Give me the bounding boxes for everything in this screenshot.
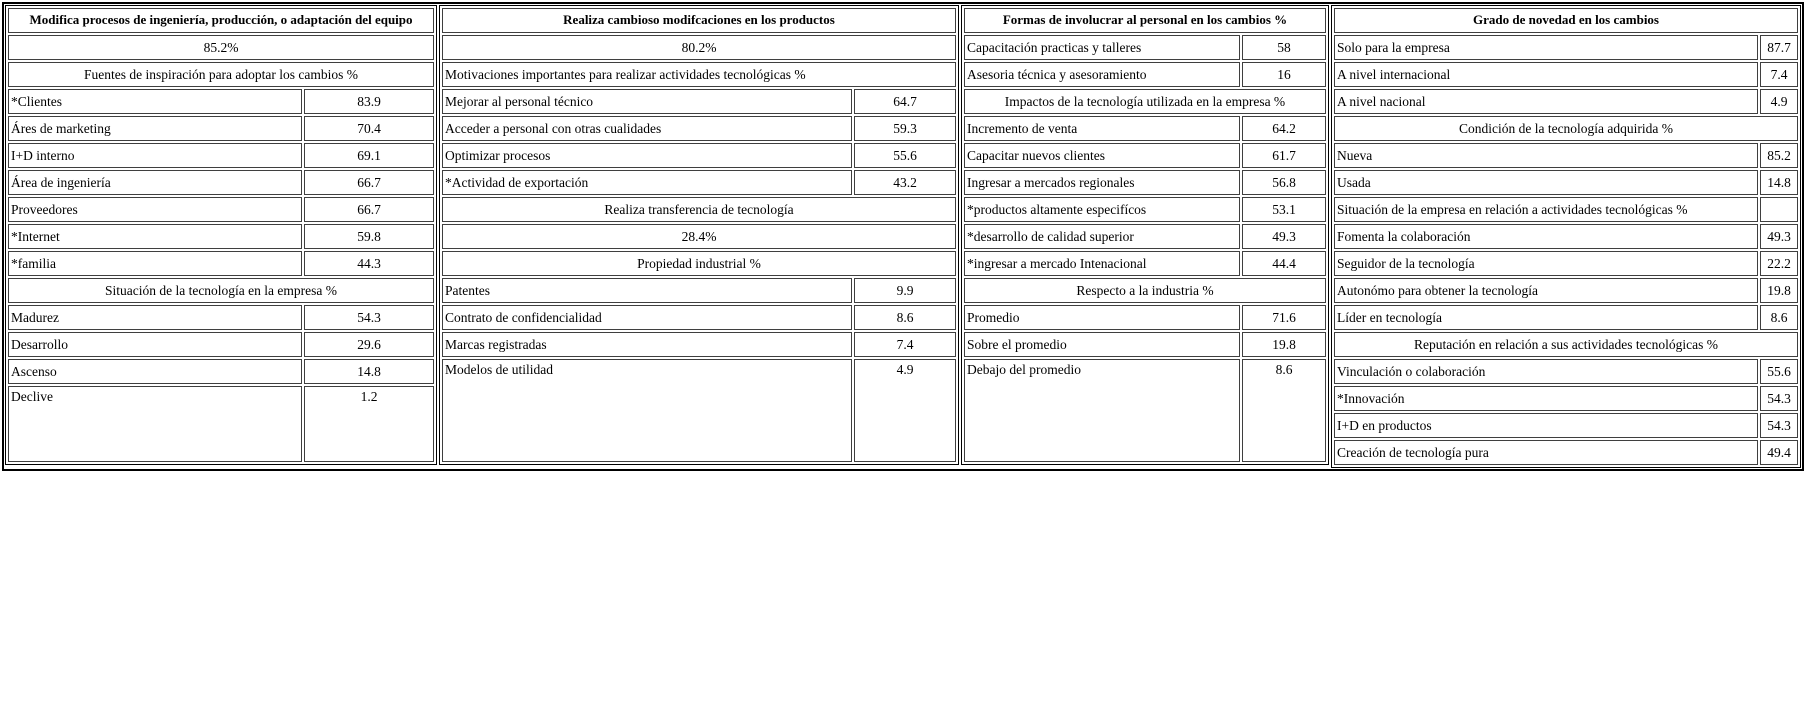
table-row: [8, 170, 434, 195]
row-value: 54.3: [1760, 413, 1798, 438]
technology-survey-table: [2, 2, 1804, 471]
group-title: Realiza cambioso modifcaciones en los productos: [442, 8, 956, 33]
table-row: [8, 332, 434, 357]
table-row: [1334, 143, 1798, 168]
table-row: [442, 116, 956, 141]
row-value: 49.4: [1760, 440, 1798, 465]
section-header: 85.2%: [8, 35, 434, 60]
table-row: [442, 224, 956, 249]
group-title: Grado de novedad en los cambios: [1334, 8, 1798, 33]
table-row: [8, 35, 434, 60]
row-value: 64.2: [1242, 116, 1326, 141]
row-value: 19.8: [1242, 332, 1326, 357]
table-row: [1334, 170, 1798, 195]
table-row: [1334, 359, 1798, 384]
table-row: [1334, 251, 1798, 276]
table-row: [8, 251, 434, 276]
group-header-row: [8, 8, 434, 33]
table-row: [1334, 413, 1798, 438]
row-value: 59.8: [304, 224, 434, 249]
table-row: [964, 35, 1326, 60]
group-header-row: [964, 8, 1326, 33]
table-row: [8, 305, 434, 330]
row-label: *Actividad de exportación: [442, 170, 852, 195]
table-row: [1334, 305, 1798, 330]
row-value: 8.6: [1760, 305, 1798, 330]
table-row: [1334, 116, 1798, 141]
table-row: [442, 35, 956, 60]
row-label: Capacitar nuevos clientes: [964, 143, 1240, 168]
table-row: [1334, 278, 1798, 303]
row-value: 53.1: [1242, 197, 1326, 222]
table-row: [8, 89, 434, 114]
row-label: Debajo del promedio: [964, 359, 1240, 462]
table-row: [442, 143, 956, 168]
row-label: Usada: [1334, 170, 1758, 195]
table-row: [964, 143, 1326, 168]
row-label: Vinculación o colaboración: [1334, 359, 1758, 384]
table-row: [964, 251, 1326, 276]
row-value: 1.2: [304, 386, 434, 462]
table-row: [1334, 386, 1798, 411]
row-value: [1760, 197, 1798, 222]
row-value: 64.7: [854, 89, 956, 114]
section-header: Impactos de la tecnología utilizada en la empresa %: [964, 89, 1326, 114]
table-row: [442, 251, 956, 276]
row-label: Mejorar al personal técnico: [442, 89, 852, 114]
group-title: Modifica procesos de ingeniería, producción, o adaptación del equipo: [8, 8, 434, 33]
table-row: [8, 359, 434, 384]
row-label: A nivel nacional: [1334, 89, 1758, 114]
table-row: [1334, 332, 1798, 357]
section-header: Fuentes de inspiración para adoptar los cambios %: [8, 62, 434, 87]
table-row: [8, 143, 434, 168]
row-value: 87.7: [1760, 35, 1798, 60]
row-label: *desarrollo de calidad superior: [964, 224, 1240, 249]
row-value: 43.2: [854, 170, 956, 195]
table-row: [442, 278, 956, 303]
row-label: Ascenso: [8, 359, 302, 384]
table-row: [1334, 197, 1798, 222]
row-value: 83.9: [304, 89, 434, 114]
table-row: [1334, 224, 1798, 249]
group-header-row: [442, 8, 956, 33]
row-value: 55.6: [854, 143, 956, 168]
row-value: 8.6: [1242, 359, 1326, 462]
section-header: Propiedad industrial %: [442, 251, 956, 276]
row-label: Contrato de confidencialidad: [442, 305, 852, 330]
table-row: [964, 224, 1326, 249]
row-value: 44.4: [1242, 251, 1326, 276]
section-header: Realiza transferencia de tecnología: [442, 197, 956, 222]
row-label: *familia: [8, 251, 302, 276]
table-row: [1334, 89, 1798, 114]
row-value: 61.7: [1242, 143, 1326, 168]
table-row: [1334, 35, 1798, 60]
row-label: Proveedores: [8, 197, 302, 222]
row-value: 9.9: [854, 278, 956, 303]
table-row: [442, 170, 956, 195]
row-value: 66.7: [304, 170, 434, 195]
row-label: Nueva: [1334, 143, 1758, 168]
row-label: Seguidor de la tecnología: [1334, 251, 1758, 276]
row-label: Áres de marketing: [8, 116, 302, 141]
row-value: 8.6: [854, 305, 956, 330]
table-row: [964, 116, 1326, 141]
table-row: [442, 305, 956, 330]
section-header: Respecto a la industria %: [964, 278, 1326, 303]
table-row: [964, 170, 1326, 195]
section-header: Reputación en relación a sus actividades tecnológicas %: [1334, 332, 1798, 357]
group-header-row: [1334, 8, 1798, 33]
column-group-2: [439, 5, 959, 465]
table-row: [442, 62, 956, 87]
row-label: Creación de tecnología pura: [1334, 440, 1758, 465]
row-label: *Internet: [8, 224, 302, 249]
row-label: *ingresar a mercado Intenacional: [964, 251, 1240, 276]
row-value: 56.8: [1242, 170, 1326, 195]
row-value: 44.3: [304, 251, 434, 276]
row-label: *Innovación: [1334, 386, 1758, 411]
row-value: 49.3: [1760, 224, 1798, 249]
row-label: Autonómo para obtener la tecnología: [1334, 278, 1758, 303]
row-value: 4.9: [854, 359, 956, 462]
table-row: [1334, 62, 1798, 87]
section-header: Condición de la tecnología adquirida %: [1334, 116, 1798, 141]
row-value: 14.8: [304, 359, 434, 384]
row-value: 66.7: [304, 197, 434, 222]
row-label: Sobre el promedio: [964, 332, 1240, 357]
row-value: 58: [1242, 35, 1326, 60]
column-group-4: [1331, 5, 1801, 468]
row-label: Declive: [8, 386, 302, 462]
row-value: 29.6: [304, 332, 434, 357]
row-label: Área de ingeniería: [8, 170, 302, 195]
row-label: Patentes: [442, 278, 852, 303]
row-label: *productos altamente especifícos: [964, 197, 1240, 222]
table-row: [8, 116, 434, 141]
row-label: Solo para la empresa: [1334, 35, 1758, 60]
table-row: [964, 305, 1326, 330]
row-label: *Clientes: [8, 89, 302, 114]
table-row: [442, 332, 956, 357]
table-row: [1334, 440, 1798, 465]
row-value: 71.6: [1242, 305, 1326, 330]
row-value: 22.2: [1760, 251, 1798, 276]
row-label: Ingresar a mercados regionales: [964, 170, 1240, 195]
section-header: Situación de la tecnología en la empresa %: [8, 278, 434, 303]
table-row: [8, 197, 434, 222]
row-label: Madurez: [8, 305, 302, 330]
row-value: 54.3: [1760, 386, 1798, 411]
row-label: Situación de la empresa en relación a actividades tecnológicas %: [1334, 197, 1758, 222]
row-value: 7.4: [1760, 62, 1798, 87]
table-row: [964, 359, 1326, 462]
row-value: 69.1: [304, 143, 434, 168]
table-row: [964, 62, 1326, 87]
section-header: 28.4%: [442, 224, 956, 249]
table-row: [442, 197, 956, 222]
row-value: 14.8: [1760, 170, 1798, 195]
row-label: Capacitación practicas y talleres: [964, 35, 1240, 60]
row-value: 49.3: [1242, 224, 1326, 249]
row-label: Incremento de venta: [964, 116, 1240, 141]
row-label: I+D interno: [8, 143, 302, 168]
row-label: Optimizar procesos: [442, 143, 852, 168]
row-value: 19.8: [1760, 278, 1798, 303]
row-value: 59.3: [854, 116, 956, 141]
row-value: 85.2: [1760, 143, 1798, 168]
row-value: 7.4: [854, 332, 956, 357]
table-row: [964, 278, 1326, 303]
table-row: [8, 224, 434, 249]
table-row: [964, 197, 1326, 222]
column-group-1: [5, 5, 437, 465]
row-value: 70.4: [304, 116, 434, 141]
row-label: Desarrollo: [8, 332, 302, 357]
row-value: 16: [1242, 62, 1326, 87]
row-value: 4.9: [1760, 89, 1798, 114]
group-title: Formas de involucrar al personal en los cambios %: [964, 8, 1326, 33]
row-value: 55.6: [1760, 359, 1798, 384]
table-row: [8, 278, 434, 303]
table-row: [8, 62, 434, 87]
row-label: Promedio: [964, 305, 1240, 330]
row-label: Asesoria técnica y asesoramiento: [964, 62, 1240, 87]
row-label: Marcas registradas: [442, 332, 852, 357]
section-header: 80.2%: [442, 35, 956, 60]
row-label: Acceder a personal con otras cualidades: [442, 116, 852, 141]
table-row: [964, 89, 1326, 114]
row-label: Fomenta la colaboración: [1334, 224, 1758, 249]
section-header: Motivaciones importantes para realizar actividades tecnológicas %: [442, 62, 956, 87]
table-row: [8, 386, 434, 462]
row-label: A nivel internacional: [1334, 62, 1758, 87]
row-label: Líder en tecnología: [1334, 305, 1758, 330]
table-row: [964, 332, 1326, 357]
column-group-3: [961, 5, 1329, 465]
row-value: 54.3: [304, 305, 434, 330]
row-label: Modelos de utilidad: [442, 359, 852, 462]
table-row: [442, 359, 956, 462]
table-row: [442, 89, 956, 114]
row-label: I+D en productos: [1334, 413, 1758, 438]
